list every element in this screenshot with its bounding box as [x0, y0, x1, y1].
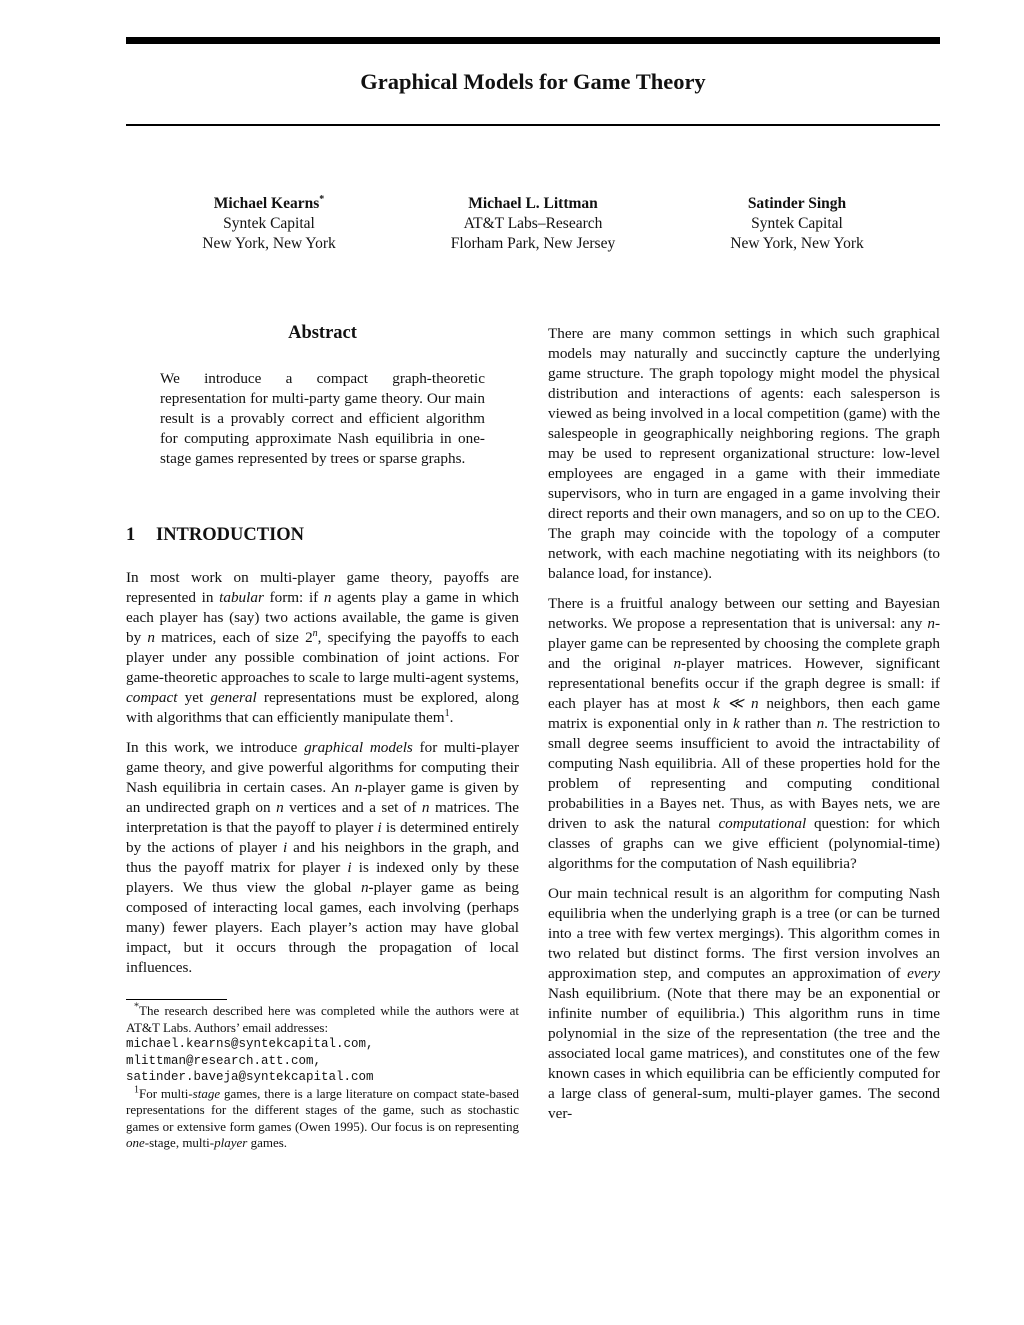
email-singh: satinder.baveja@syntekcapital.com	[126, 1070, 374, 1084]
right-paragraph-2: There is a fruitful analogy between our setting and Bayesian networks. We propose a representation that is universal: any n-player game can be represented by choosing the complete graph and the original n-player matrices. However, significant representational benefits occur if the graph degree is small: if each player has at most k ≪ n neighbors, then each game matrix is exponential only in k rather than n. The restriction to small degree seems insufficient to avoid the intractability of computing Nash equilibria. All of these properties hold for the problem of representing and computing conditional probabilities in a Bayes net. Thus, as with Bayes nets, we are driven to ask the natural computational question: for which classes of graphs can we give efficient (polynomial-time) algorithms for the computation of Nash equilibria?	[548, 595, 941, 872]
author-footnote-mark: *	[319, 193, 325, 205]
paper-title: Graphical Models for Game Theory	[360, 69, 706, 94]
author-affiliation: AT&T Labs–Research	[463, 215, 603, 232]
section-title: INTRODUCTION	[156, 525, 305, 545]
section-number: 1	[126, 525, 136, 545]
intro-paragraph-2: In this work, we introduce graphical models for multi-player game theory, and give powerful algorithms for computing their Nash equilibria in certain cases. An n-player game is given by an undirected graph on n vertices and a set of n matrices. The interpretation is that the payoff to player i is determined entirely by the actions of player i and his neighbors in the graph, and thus the payoff matrix for player i is indexed only by these players. We thus view the global n-player game as being composed of interacting local games, each involving (perhaps many) fewer players. Each player’s action may have global impact, but it occurs through the propagation of local influences.	[126, 739, 520, 976]
title-bottom-rule	[126, 124, 940, 126]
email-kearns: michael.kearns@syntekcapital.com,	[126, 1037, 374, 1051]
author-location: New York, New York	[730, 235, 864, 252]
top-rule	[126, 37, 940, 44]
author-affiliation: Syntek Capital	[223, 215, 315, 232]
abstract-text: We introduce a compact graph-theoretic representation for multi-party game theory. Our main result is a provably correct and efficient algorithm for computing approximate Nash equilibria in one-stage games represented by trees or sparse graphs.	[160, 370, 485, 467]
right-paragraph-3: Our main technical result is an algorithm for computing Nash equilibria when the underlying graph is a tree (or can be turned into a tree with few vertex mergings). This algorithm comes in two related but distinct forms. The first version involves an approximation step, and computes an approximation of every Nash equilibrium. (Note that there may be an exponential or infinite number of equilibria.) This algorithm runs in time polynomial in the size of the representation (the tree and the associated local game matrices), and constitutes one of the few known cases in which equilibria can be efficiently computed for a large class of general-sum, multi-player games. The second ver-	[548, 885, 940, 1122]
footnote-1: $^1$For multi-stage games, there is a large literature on compact state-based representations for the different stages of the game, such as stochastic games or extensive form games (Owen 1995). Our focus is on representing one-stage, multi-player games.	[126, 1084, 519, 1150]
intro-paragraph-1: In most work on multi-player game theory, payoffs are represented in tabular form: if n agents play a game in which each player has (say) two actions available, the game is given by n matrices, each of size 2$^n$, specifying the payoffs to each player under any possible combination of joint actions. For game-theoretic approaches to scale to large multi-agent systems, compact yet general representations must be explored, along with algorithms that can efficiently manipulate them$^1$.	[126, 569, 519, 726]
footnote-ref-1: 1	[444, 707, 450, 719]
author-block-kearns	[139, 194, 399, 254]
author-block-littman	[403, 194, 663, 254]
right-paragraph-1: There are many common settings in which such graphical models may naturally and succinctly capture the underlying game structure. The graph topology might model the physical distribution and interactions of agents: each salesperson is viewed as being involved in a local competition (game) with the salespeople in geographically neighboring regions. The graph may be used to represent organizational structure: low-level employees are engaged in a game with their immediate supervisors, who in turn are engaged in a game involving their direct reports and their own managers, and so on up to the CEO. The graph may coincide with the topology of a computer network, with each machine negotiating with its neighbors (to balance load, for instance).	[548, 325, 940, 582]
footnote-rule	[126, 999, 227, 1000]
author-location: New York, New York	[202, 235, 336, 252]
author-block-singh	[667, 194, 927, 254]
email-littman: mlittman@research.att.com,	[126, 1053, 322, 1068]
footnote-star: *The research described here was completed while the authors were at AT&T Labs. Authors’ email addresses: michael.kearns@syntekcapital.com, mlittman@research.att.com, satinder.baveja@syntekcapital.com	[126, 1001, 519, 1084]
footnotes	[126, 1003, 519, 1152]
introduction-body	[126, 568, 519, 988]
author-location: Florham Park, New Jersey	[450, 235, 616, 252]
abstract-heading: Abstract	[288, 323, 357, 343]
author-name: Michael L. Littman	[468, 195, 598, 212]
right-column	[548, 324, 940, 1134]
author-affiliation: Syntek Capital	[751, 215, 843, 232]
author-name: Michael Kearns*	[213, 193, 325, 212]
author-name: Satinder Singh	[747, 195, 847, 212]
section-heading-introduction	[126, 522, 519, 548]
